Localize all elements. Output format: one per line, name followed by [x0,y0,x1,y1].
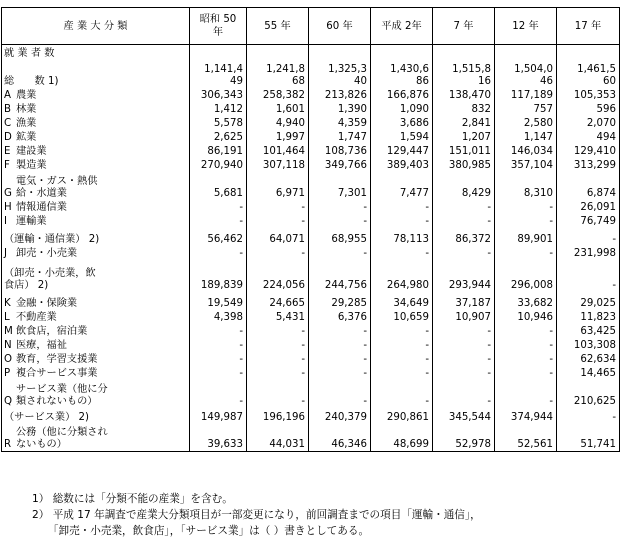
value-cell: 7,477 [371,172,433,200]
value-cell: - [371,366,433,380]
value-cell: 146,034 [495,144,557,158]
industry-code: A [4,89,11,101]
value-cell: 293,944 [433,260,495,292]
header-row [2,8,620,45]
value-cell: - [557,260,620,292]
industry-label-cell [2,324,190,338]
industry-label-cell [2,172,190,200]
industry-label-cell [2,246,190,260]
table-row [2,292,620,310]
value-cell: - [190,214,247,228]
value-cell: 6,874 [557,172,620,200]
value-cell: 44,031 [247,424,309,452]
footnote: 1） 総数には「分類不能の産業」を含む。 [32,493,233,505]
value-cell: 52,978 [433,424,495,452]
value-cell: 290,861 [371,408,433,424]
value-cell: 2,841 [433,116,495,130]
value-cell: 1,090 [371,102,433,116]
industry-code: O [4,353,13,365]
value-cell: 258,382 [247,88,309,102]
value-cell: 1,241,8 68 [247,60,309,88]
value-cell: - [247,214,309,228]
value-cell: 1,207 [433,130,495,144]
value-cell: - [247,380,309,408]
value-cell: 6,971 [247,172,309,200]
table-row [2,172,620,200]
table-row [2,214,620,228]
value-cell: - [433,246,495,260]
value-cell: 2,625 [190,130,247,144]
header-year: 平成 2年 [371,8,433,45]
value-cell: 11,823 [557,310,620,324]
value-cell: - [309,380,371,408]
industry-label-cell [2,380,190,408]
industry-label-cell [2,228,190,246]
value-cell: 149,987 [190,408,247,424]
industry-code: R [4,439,12,450]
value-cell: 8,310 [495,172,557,200]
value-cell: 76,749 [557,214,620,228]
value-cell: 10,946 [495,310,557,324]
table-row [2,200,620,214]
value-cell: 349,766 [309,158,371,172]
value-cell: 51,741 [557,424,620,452]
value-cell: 63,425 [557,324,620,338]
value-cell: 5,578 [190,116,247,130]
value-cell: 14,465 [557,366,620,380]
value-cell: 494 [557,130,620,144]
value-cell: 10,907 [433,310,495,324]
value-cell: 52,561 [495,424,557,452]
value-cell: - [371,338,433,352]
industry-label-cell [2,352,190,366]
footnotes [32,491,481,539]
value-cell: - [495,366,557,380]
value-cell: 264,980 [371,260,433,292]
table-row [2,158,620,172]
value-cell: 1,747 [309,130,371,144]
value-cell: 380,985 [433,158,495,172]
industry-label: 教育，学習支援業 [16,353,98,365]
value-cell: 129,410 [557,144,620,158]
industry-label-cell [2,102,190,116]
value-cell: 832 [433,102,495,116]
industry-label-cell [2,310,190,324]
value-cell: 1,325,3 40 [309,60,371,88]
table-row [2,424,620,452]
value-cell: - [495,214,557,228]
industry-label-cell [2,130,190,144]
industry-label-cell [2,116,190,130]
value-cell: 1,412 [190,102,247,116]
value-cell: 138,470 [433,88,495,102]
value-cell: 68,955 [309,228,371,246]
value-cell: 86,372 [433,228,495,246]
value-cell: 37,187 [433,292,495,310]
value-cell: 129,447 [371,144,433,158]
value-cell: 244,756 [309,260,371,292]
industry-label-cell [2,200,190,214]
header-category: 産 業 大 分 類 [2,8,190,45]
value-cell: 10,659 [371,310,433,324]
industry-code: K [4,297,11,309]
table-row [2,352,620,366]
value-cell: - [371,214,433,228]
value-cell: 19,549 [190,292,247,310]
industry-label-cell [2,60,190,88]
industry-label: 複合サービス事業 [16,367,98,379]
industry-code: F [4,159,10,171]
value-cell: - [309,352,371,366]
value-cell: - [190,380,247,408]
industry-label: 公務（他に分類され ないもの） [16,427,108,450]
industry-code: E [4,145,11,157]
industry-code: G [4,187,12,199]
table-row [2,338,620,352]
value-cell: 296,008 [495,260,557,292]
industry-label-cell [2,214,190,228]
value-cell: 56,462 [190,228,247,246]
value-cell: - [190,246,247,260]
industry-code: M [4,325,13,337]
value-cell: - [495,200,557,214]
value-cell: 1,390 [309,102,371,116]
table-row [2,260,620,292]
value-cell: 313,299 [557,158,620,172]
value-cell: 1,141,4 49 [190,60,247,88]
value-cell: - [495,338,557,352]
section-row [2,45,620,60]
value-cell: 89,901 [495,228,557,246]
value-cell: - [557,228,620,246]
table-row [2,116,620,130]
value-cell: 39,633 [190,424,247,452]
industry-label: 総 数 1) [4,75,59,87]
industry-code: P [4,367,11,379]
industry-label-cell [2,424,190,452]
industry-label-cell [2,158,190,172]
value-cell: 213,826 [309,88,371,102]
value-cell: 306,343 [190,88,247,102]
value-cell: 240,379 [309,408,371,424]
value-cell: 1,504,0 46 [495,60,557,88]
industry-code: H [4,201,12,213]
table-row [2,60,620,88]
value-cell: - [309,324,371,338]
value-cell: - [433,214,495,228]
industry-label-cell [2,408,190,424]
value-cell: 189,839 [190,260,247,292]
value-cell: 231,998 [557,246,620,260]
value-cell: 307,118 [247,158,309,172]
value-cell: - [495,246,557,260]
value-cell: - [433,200,495,214]
value-cell: - [247,366,309,380]
value-cell: - [247,246,309,260]
value-cell: 196,196 [247,408,309,424]
value-cell: - [433,352,495,366]
industry-label: 鉱業 [16,131,37,143]
industry-label: 農業 [16,89,37,101]
value-cell: 4,940 [247,116,309,130]
value-cell: 108,736 [309,144,371,158]
value-cell: 24,665 [247,292,309,310]
industry-label: （運輸・通信業） 2) [4,233,100,245]
value-cell: 596 [557,102,620,116]
value-cell: 5,431 [247,310,309,324]
industry-label-cell [2,338,190,352]
value-cell: 64,071 [247,228,309,246]
value-cell: 62,634 [557,352,620,366]
industry-code: J [4,247,8,259]
table-row [2,408,620,424]
industry-label: （卸売・小売業，飲 食店） 2) [4,267,96,291]
value-cell: 757 [495,102,557,116]
value-cell: - [433,324,495,338]
value-cell: - [433,380,495,408]
value-cell: - [309,338,371,352]
value-cell: - [371,246,433,260]
industry-label: 運輸業 [16,215,47,227]
industry-label: 漁業 [16,117,37,129]
industry-code: I [4,215,8,227]
table-row [2,228,620,246]
industry-label: 不動産業 [16,311,57,323]
value-cell: 1,461,5 60 [557,60,620,88]
value-cell: 29,285 [309,292,371,310]
header-year: 昭和 50 年 [190,8,247,45]
value-cell: 151,011 [433,144,495,158]
table-row [2,324,620,338]
value-cell: 86,191 [190,144,247,158]
value-cell: - [371,352,433,366]
value-cell: 34,649 [371,292,433,310]
value-cell: - [247,352,309,366]
industry-label: 金融・保険業 [16,297,78,309]
value-cell: 1,515,8 16 [433,60,495,88]
value-cell: 5,681 [190,172,247,200]
value-cell: - [190,200,247,214]
value-cell: 105,353 [557,88,620,102]
value-cell: - [190,352,247,366]
table-row [2,144,620,158]
value-cell: 224,056 [247,260,309,292]
value-cell: 8,429 [433,172,495,200]
table-row [2,380,620,408]
value-cell: 26,091 [557,200,620,214]
industry-label-cell [2,260,190,292]
header-year: 12 年 [495,8,557,45]
header-year: 60 年 [309,8,371,45]
value-cell: 29,025 [557,292,620,310]
value-cell: - [557,408,620,424]
value-cell: - [247,338,309,352]
industry-label: 電気・ガス・熱供 給・水道業 [16,175,98,199]
value-cell: - [190,324,247,338]
industry-code: D [4,131,12,143]
value-cell: - [495,352,557,366]
value-cell: - [433,366,495,380]
value-cell: 1,430,6 86 [371,60,433,88]
value-cell: - [371,200,433,214]
industry-label-cell [2,366,190,380]
value-cell: 210,625 [557,380,620,408]
industry-label: 医療，福祉 [16,339,67,351]
value-cell: 1,594 [371,130,433,144]
header-year: 17 年 [557,8,620,45]
value-cell: 78,113 [371,228,433,246]
value-cell: - [247,324,309,338]
industry-code: Q [4,395,13,407]
value-cell: 48,699 [371,424,433,452]
value-cell: 166,876 [371,88,433,102]
industry-label-cell [2,144,190,158]
industry-label: 情報通信業 [16,201,67,213]
value-cell: 33,682 [495,292,557,310]
industry-label: 建設業 [16,145,47,157]
value-cell: - [495,324,557,338]
value-cell: 6,376 [309,310,371,324]
value-cell: 357,104 [495,158,557,172]
value-cell: 3,686 [371,116,433,130]
value-cell: - [495,380,557,408]
industry-label: 卸売・小売業 [16,247,78,259]
value-cell: 345,544 [433,408,495,424]
table-row [2,310,620,324]
value-cell: - [309,246,371,260]
table-row [2,130,620,144]
value-cell: - [309,366,371,380]
table-row [2,366,620,380]
value-cell: - [247,200,309,214]
industry-label-cell [2,292,190,310]
value-cell: - [190,338,247,352]
industry-label: （サービス業） 2) [4,411,90,423]
table-row [2,102,620,116]
header-year: 55 年 [247,8,309,45]
value-cell: - [371,380,433,408]
value-cell: 103,308 [557,338,620,352]
employment-by-industry-table [1,7,620,452]
industry-code: C [4,117,12,129]
value-cell: 1,147 [495,130,557,144]
table-row [2,246,620,260]
industry-label: サービス業（他に分 類されないもの） [16,383,108,407]
value-cell: - [433,338,495,352]
value-cell: 389,403 [371,158,433,172]
value-cell: 117,189 [495,88,557,102]
value-cell: - [371,324,433,338]
footnote: 2） 平成 17 年調査で産業大分類項目が一部変更になり，前回調査までの項目「運輸・通信」， [32,509,481,521]
value-cell: - [309,200,371,214]
value-cell: 2,070 [557,116,620,130]
industry-code: L [4,311,10,323]
value-cell: 46,346 [309,424,371,452]
value-cell: - [190,366,247,380]
value-cell: 7,301 [309,172,371,200]
header-year: 7 年 [433,8,495,45]
value-cell: 1,997 [247,130,309,144]
value-cell: 374,944 [495,408,557,424]
value-cell: - [309,214,371,228]
section-title: 就 業 者 数 [2,45,190,60]
value-cell: 1,601 [247,102,309,116]
value-cell: 4,398 [190,310,247,324]
value-cell: 101,464 [247,144,309,158]
table-row [2,88,620,102]
value-cell: 4,359 [309,116,371,130]
value-cell: 2,580 [495,116,557,130]
industry-label: 林業 [16,103,37,115]
industry-label-cell [2,88,190,102]
industry-code: N [4,339,12,351]
footnote: 「卸売・小売業，飲食店」，「サービス業」は（ ）書きとしてある。 [32,525,370,537]
industry-label: 飲食店，宿泊業 [16,325,88,337]
industry-label: 製造業 [16,159,47,171]
value-cell: 270,940 [190,158,247,172]
industry-code: B [4,103,11,115]
